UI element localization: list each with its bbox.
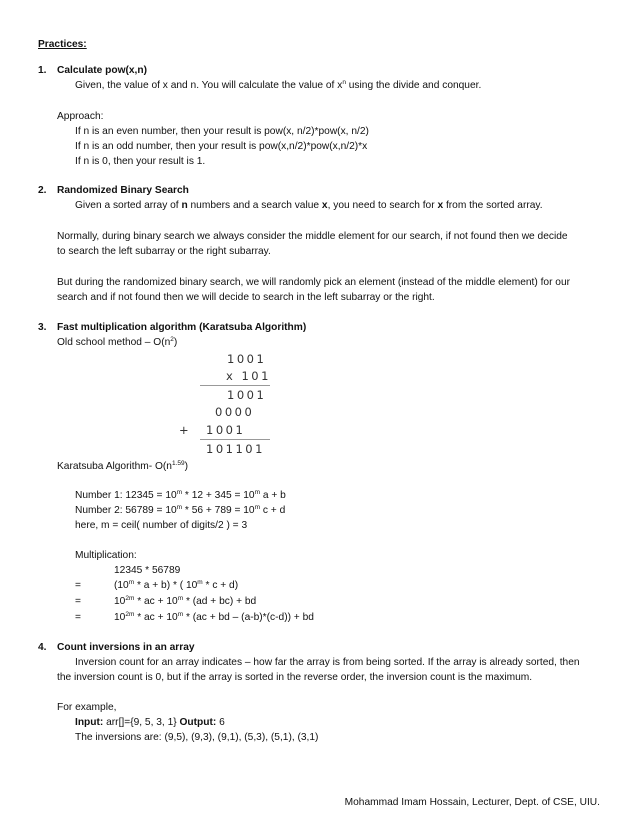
partial-product-2: 0000: [215, 405, 255, 419]
section-2-description: Given a sorted array of n numbers and a search value x, you need to search for x from the sorted array.: [75, 200, 543, 211]
section-2-title: Randomized Binary Search: [57, 185, 189, 196]
section-3-number: 3.: [38, 322, 47, 333]
multiplication-label: Multiplication:: [75, 550, 137, 561]
equals-sign-2: =: [75, 596, 81, 607]
m-definition: here, m = ceil( number of digits/2 ) = 3: [75, 520, 248, 531]
example-input-output: Input: arr[]={9, 5, 3, 1} Output: 6: [75, 717, 225, 728]
section-4-paragraph-a: Inversion count for an array indicates – how far the array is from being sorted. If the array is already sorted, then: [75, 657, 580, 668]
section-1-description: Given, the value of x and n. You will calculate the value of $x^n$ using the divide and conquer.: [75, 79, 482, 91]
section-2-number: 2.: [38, 185, 47, 196]
section-1-number: 1.: [38, 65, 47, 76]
approach-label: Approach:: [57, 111, 104, 122]
example-label: For example,: [57, 702, 117, 713]
example-inversions: The inversions are: (9,5), (9,3), (9,1), (5,3), (5,1), (3,1): [75, 732, 319, 743]
section-4-number: 4.: [38, 642, 47, 653]
mult-operand-1: 1001: [227, 352, 267, 366]
mult-result: 101101: [206, 442, 265, 456]
section-2-paragraph-3b: search and if not found then we will decide to search in the left subarray or the right.: [57, 292, 435, 303]
equation-1: (10$^m$ * a + b) * ( 10$^m$ * c + d): [114, 579, 239, 591]
footer-author: Mohammad Imam Hossain, Lecturer, Dept. of CSE, UIU.: [344, 797, 600, 808]
equals-sign-1: =: [75, 580, 81, 591]
karatsuba-complexity: Karatsuba Algorithm- $O(n^{1.59})$: [57, 460, 189, 472]
mult-rule-1: [200, 385, 270, 386]
old-school-method: Old school method – $O(n^2)$: [57, 336, 178, 348]
section-4-title: Count inversions in an array: [57, 642, 195, 653]
approach-line-1: If n is an even number, then your result is pow(x, n/2)*pow(x, n/2): [75, 126, 369, 137]
mult-rule-2: [200, 439, 270, 440]
section-2-paragraph-2b: to search the left subarray or the right subarray.: [57, 246, 271, 257]
equals-sign-3: =: [75, 612, 81, 623]
section-2-paragraph-2a: Normally, during binary search we always consider the middle element for our search, if not found then we decide: [57, 231, 568, 242]
equation-3: $10^{2m}$ * ac + $10^m * (ac$ + bd – (a-b)*(c-d)) + bd: [114, 611, 314, 623]
approach-line-3: If n is 0, then your result is 1.: [75, 156, 206, 167]
partial-product-1: 1001: [227, 388, 267, 402]
section-4-paragraph-b: the inversion count is 0, but if the array is sorted in the reverse order, the inversion count is the maximum.: [57, 672, 533, 683]
partial-product-3: 1001: [206, 423, 246, 437]
section-3-title: Fast multiplication algorithm (Karatsuba Algorithm): [57, 322, 307, 333]
section-1-title: Calculate pow(x,n): [57, 65, 148, 76]
number-2-line: Number 2: $56789 = 10^m * 56 + 789 = 10^m$ c + d: [75, 504, 286, 516]
equation-2: $10^{2m}$ * ac + $10^m * (ad + bc)$ + bd: [114, 595, 257, 607]
page-heading: Practices:: [38, 39, 87, 50]
number-1-line: Number 1: $12345 = 10^m * 12 + 345 = 10^m$ a + b: [75, 489, 286, 501]
plus-sign: +: [179, 423, 192, 437]
section-2-paragraph-3a: But during the randomized binary search, we will randomly pick an element (instead of the middle element) for our: [57, 277, 571, 288]
equation-0: 12345 * 56789: [114, 565, 181, 576]
mult-operand-2: x 101: [226, 369, 271, 383]
approach-line-2: If n is an odd number, then your result is pow(x,n/2)*pow(x,n/2)*x: [75, 141, 368, 152]
